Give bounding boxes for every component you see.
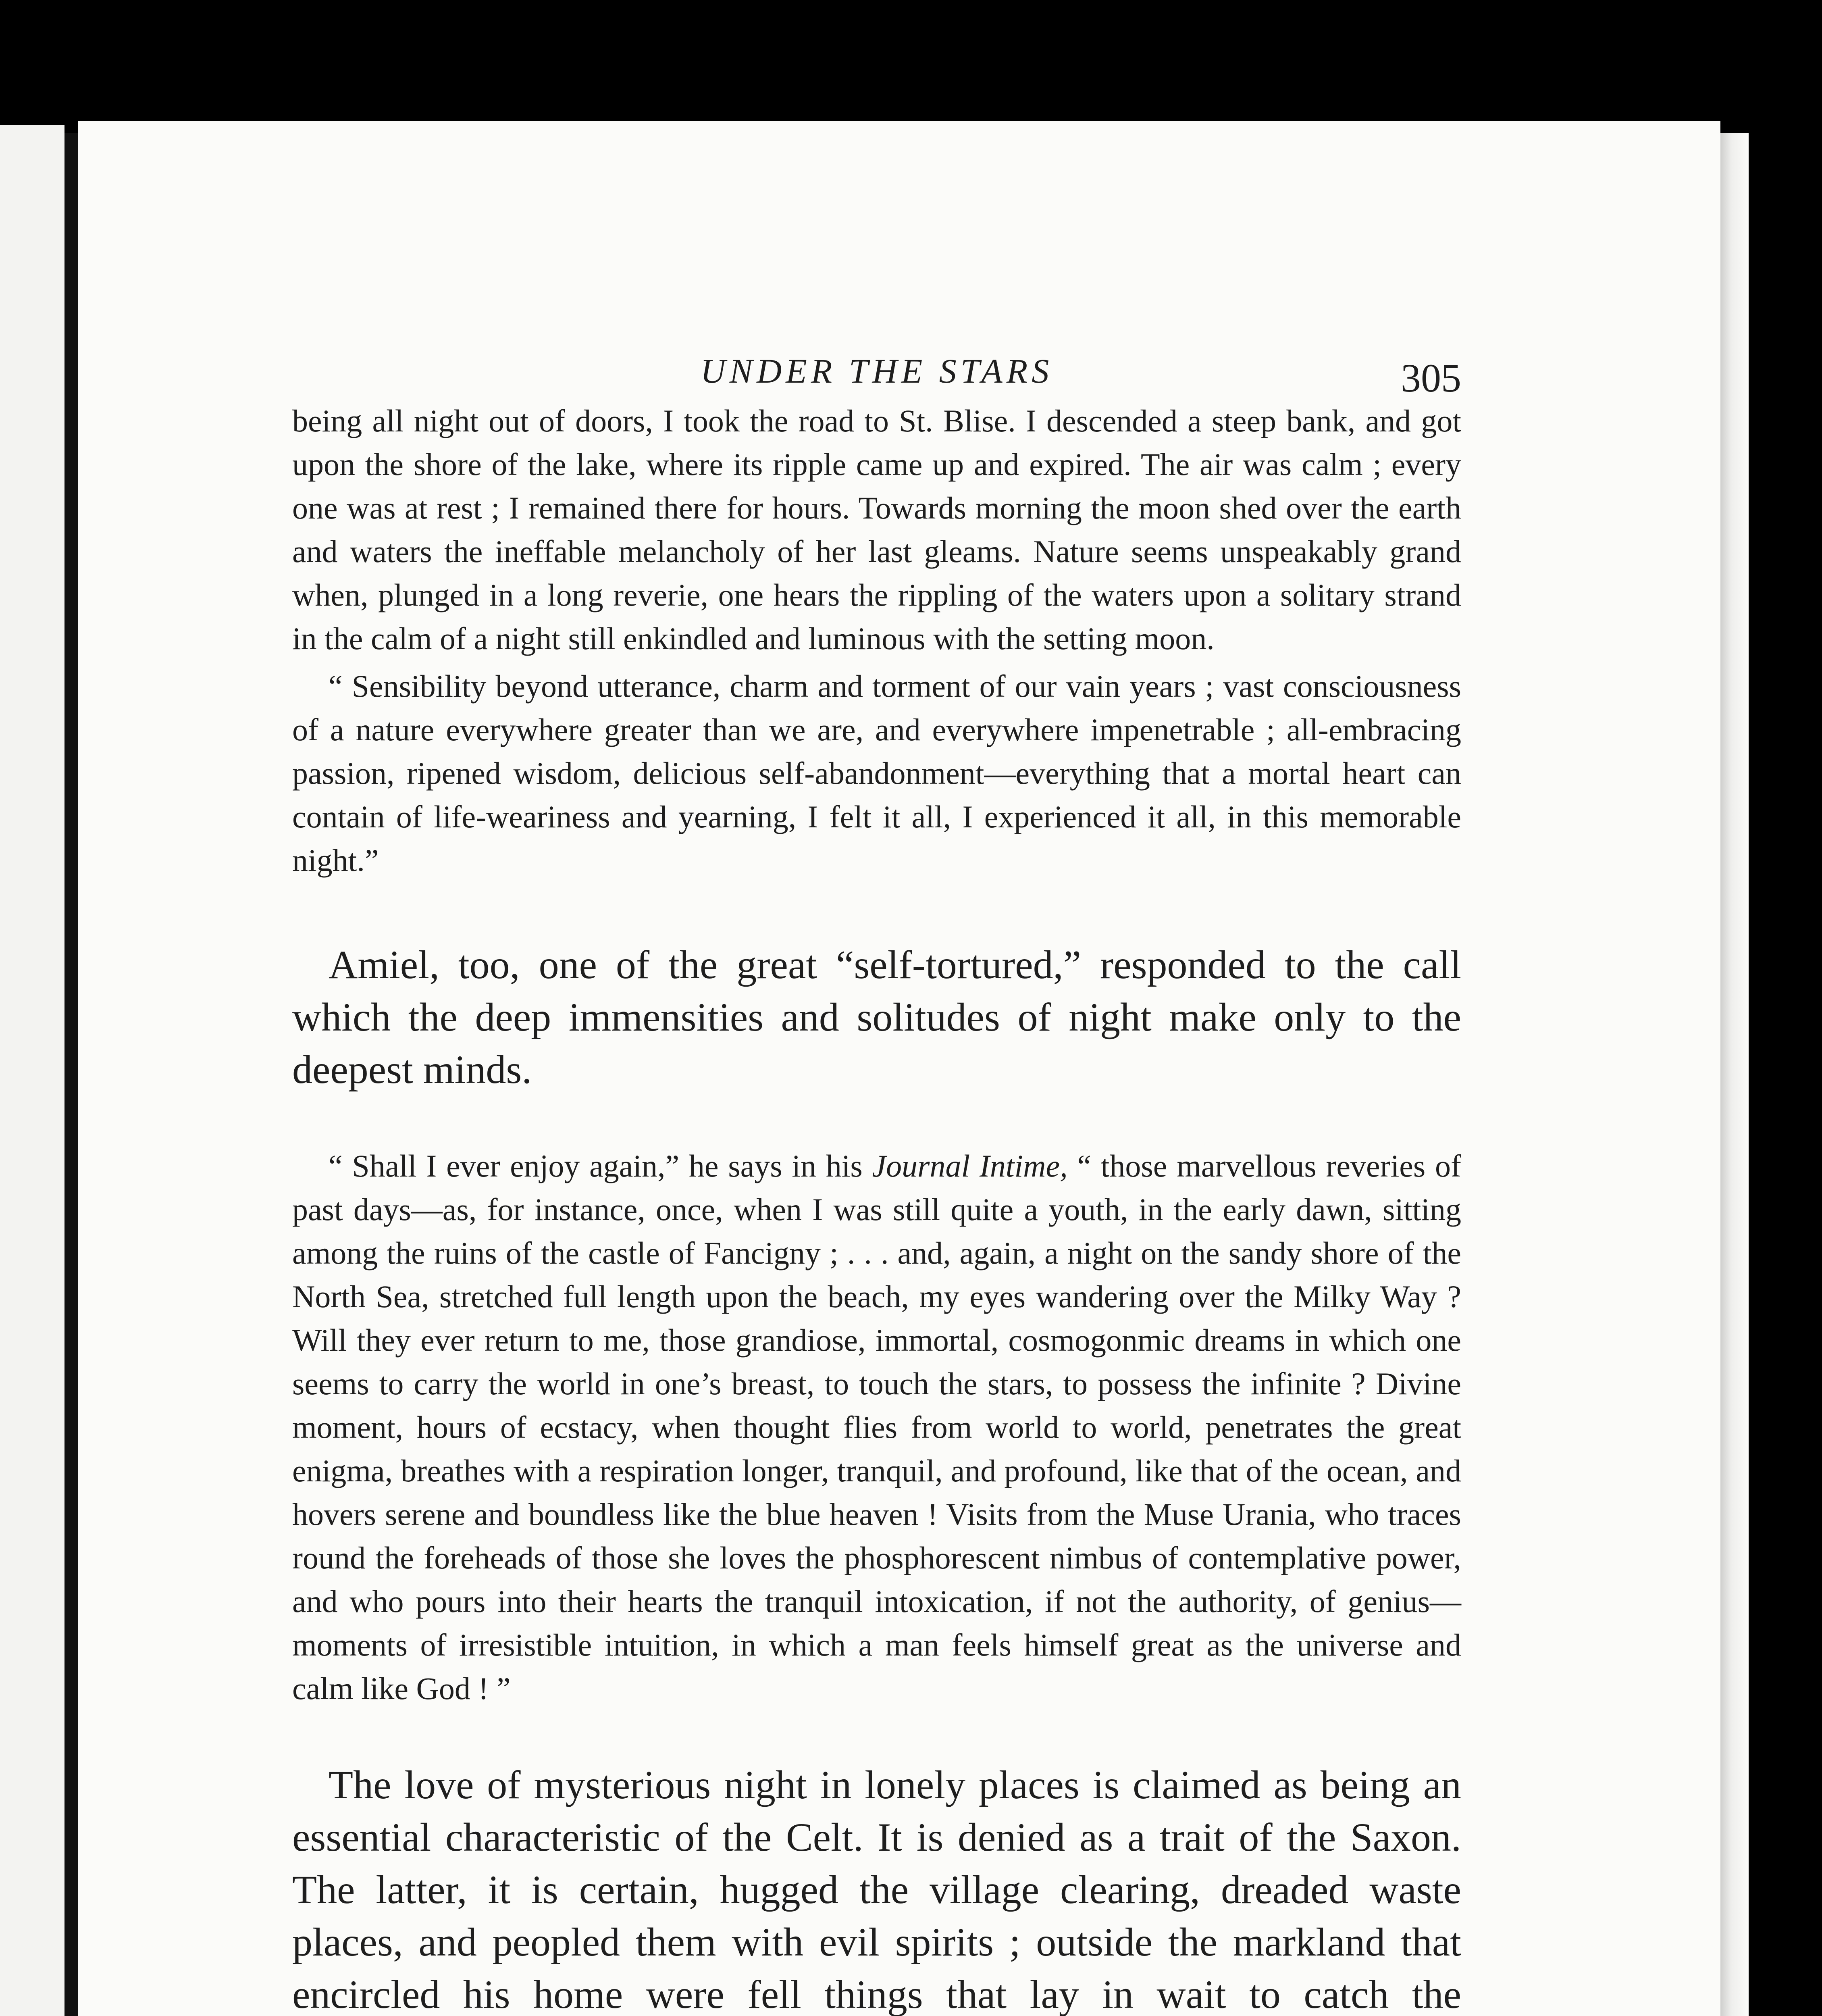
paragraph-lake-night: being all night out of doors, I took the road to St. Blise. I descended a steep bank, and got upon the shore of the lake, where its ripple came up and expired. The air was calm ; every one was at rest ; I remained there for hours. Towards morning the moon shed over the earth and waters the ineffable melancholy of her last gleams. Nature seems unspeakably grand when, plunged in a long reverie, one hears the rippling of the waters upon a solitary strand in the calm of a night still enkindled and luminous with the setting moon. [292,403,1461,656]
journal-title: Journal Intime, [872,1148,1068,1183]
running-title: UNDER THE STARS [700,352,1053,390]
journal-intime-quote [292,1144,1461,1710]
book-spine-shadow [64,133,78,2016]
quote-opening: “ Shall I ever enjoy again,” he says in his [329,1148,872,1183]
paragraph-sensibility-quote: “ Sensibility beyond utterance, charm and torment of our vain years ; vast consciousness of a nature everywhere greater than we are, and everywhere impenetrable ; all-embracing passion, ripened wisdom, delicious self-abandonment—everything that a mortal heart can contain of life-weariness and yearning, I felt it all, I experienced it all, in this memorable night.” [292,669,1461,878]
paragraph-amiel: Amiel, too, one of the great “self-tortured,” responded to the call which the deep immensities and solitudes of night make only to the deepest minds. [292,942,1461,1092]
page-number: 305 [1401,356,1461,400]
page-right-edge [1720,133,1749,2016]
page-text-block [292,339,1461,2016]
facing-page-edge [0,125,64,2016]
quote-body: “ those marvellous reveries of past days—as, for instance, once, when I was still quite a youth, in the early dawn, sitting among the ruins of the castle of Fancigny ; . . . and, again, a night on the sandy shore of the North Sea, stretched full length upon the beach, my eyes wandering over the Milky Way ? Will they ever return to me, those grandiose, immortal, cosmogonmic dreams in which one seems to carry the world in one’s breast, to touch the stars, to possess the infinite ? Divine moment, hours of ecstacy, when thought flies from world to world, penetrates the great enigma, breathes with a respiration longer, tranquil, and profound, like that of the ocean, and hovers serene and boundless like the blue heaven ! Visits from the Muse Urania, who traces round the foreheads of those she loves the phosphorescent nimbus of contemplative power, and who pours into their hearts the tranquil intoxication, if not the authority, of genius—moments of irresistible intuition, in which a man feels himself great as the universe and calm like God ! ” [292,1148,1461,1706]
paragraph-celt-saxon: The love of mysterious night in lonely places is claimed as being an essential characteristic of the Celt. It is denied as a trait of the Saxon. The latter, it is certain, hugged the village clearing, dreaded waste places, and peopled them with evil spirits ; outside the markland that encircled his home were fell things that lay in wait to catch the [292,1762,1461,2016]
running-head [292,339,1461,399]
